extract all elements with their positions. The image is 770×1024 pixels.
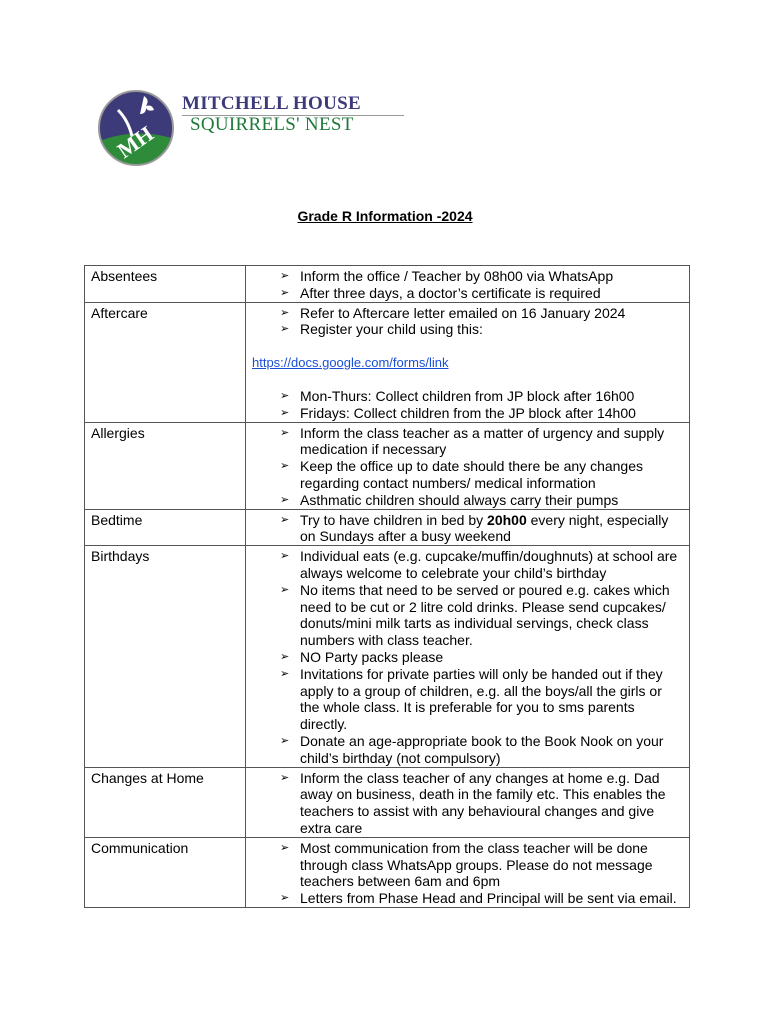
item-text: Mon-Thurs: Collect children from JP block after 16h00 (300, 387, 635, 404)
item-text: Donate an age-appropriate book to the Book Nook on your child’s birthday (not compulsory) (300, 732, 664, 766)
list-item (252, 840, 683, 890)
details-cell (246, 509, 690, 546)
bullet-list (252, 305, 683, 339)
arrow-bullet-icon: ➢ (280, 286, 290, 299)
category-label: Allergies (91, 424, 145, 441)
arrow-bullet-icon: ➢ (280, 406, 290, 419)
category-label: Bedtime (91, 511, 143, 528)
arrow-bullet-icon: ➢ (280, 771, 290, 784)
category-label: Communication (91, 839, 189, 856)
list-item (252, 321, 683, 338)
item-text: Inform the class teacher as a matter of urgency and supply medication if necessary (300, 424, 665, 458)
logo-monogram: MH (112, 120, 158, 164)
list-item (252, 388, 683, 405)
table-row (85, 422, 690, 509)
bold-text: 20h00 (487, 511, 527, 528)
category-cell (85, 422, 246, 509)
list-item (252, 458, 683, 492)
item-text: Try to have children in bed by (300, 511, 488, 528)
list-item (252, 268, 683, 285)
list-item (252, 582, 683, 649)
arrow-bullet-icon: ➢ (280, 460, 290, 473)
list-item (252, 649, 683, 666)
arrow-bullet-icon: ➢ (280, 841, 290, 854)
arrow-bullet-icon: ➢ (280, 667, 290, 680)
item-text: After three days, a doctor’s certificate is required (300, 284, 601, 301)
category-cell (85, 266, 246, 303)
category-label: Aftercare (91, 304, 148, 321)
arrow-bullet-icon: ➢ (280, 734, 290, 747)
bullet-list (252, 512, 683, 546)
list-item (252, 305, 683, 322)
logo-org-name: MITCHELL HOUSE (182, 93, 361, 114)
details-cell (246, 767, 690, 837)
details-cell (246, 266, 690, 303)
details-cell (246, 422, 690, 509)
school-crest-icon (92, 88, 182, 168)
arrow-bullet-icon: ➢ (280, 270, 290, 282)
list-item (252, 492, 683, 509)
item-text: Register your child using this: (300, 321, 483, 338)
list-item (252, 890, 683, 907)
table-row (85, 302, 690, 422)
category-label: Absentees (91, 268, 158, 284)
list-item (252, 548, 683, 582)
bullet-list (252, 548, 683, 766)
item-text: Individual eats (e.g. cupcake/muffin/doughnuts) at school are always welcome to celebrate your child’s birthday (300, 548, 678, 581)
arrow-bullet-icon: ➢ (280, 583, 290, 596)
school-logo (92, 88, 412, 168)
arrow-bullet-icon: ➢ (280, 426, 290, 439)
info-table (84, 265, 690, 908)
arrow-bullet-icon: ➢ (280, 389, 290, 402)
item-text: every night, especially on Sundays after a busy weekend (300, 511, 669, 545)
list-item (252, 770, 683, 837)
table-row (85, 837, 690, 907)
bullet-list (252, 840, 683, 907)
bullet-list (252, 425, 683, 509)
arrow-bullet-icon: ➢ (280, 306, 290, 319)
list-item (252, 405, 683, 422)
arrow-bullet-icon: ➢ (280, 513, 290, 526)
document-title: Grade R Information -2024 (297, 208, 473, 224)
item-text: Refer to Aftercare letter emailed on 16 January 2024 (300, 304, 626, 321)
category-label: Changes at Home (91, 769, 204, 786)
table-row (85, 546, 690, 767)
bullet-list (252, 770, 683, 837)
item-text: Letters from Phase Head and Principal will be sent via email. (300, 890, 677, 907)
category-cell (85, 767, 246, 837)
category-label: Birthdays (91, 548, 150, 565)
arrow-bullet-icon: ➢ (280, 650, 290, 663)
logo-sub-name: SQUIRRELS' NEST (190, 114, 354, 135)
arrow-bullet-icon: ➢ (280, 493, 290, 506)
arrow-bullet-icon: ➢ (280, 323, 290, 336)
bullet-list (252, 268, 683, 302)
details-cell (246, 302, 690, 422)
list-item (252, 666, 683, 733)
item-text: Keep the office up to date should there be any changes regarding contact numbers/ medical information (300, 458, 643, 491)
item-text: Inform the office / Teacher by 08h00 via WhatsApp (300, 268, 614, 284)
details-cell (246, 546, 690, 767)
category-cell (85, 837, 246, 907)
list-item (252, 425, 683, 459)
list-item (252, 733, 683, 767)
table-row (85, 767, 690, 837)
item-text: Most communication from the class teacher will be done through class WhatsApp groups. Please do not message teachers between 6am and 6pm (300, 839, 653, 890)
item-text: No items that need to be served or poured e.g. cakes which need to be cut or 2 litre cold drinks. Please send cupcakes/ donuts/mini milk tarts as individual servings, check class numbers with class teacher. (300, 581, 670, 649)
list-item (252, 512, 683, 546)
item-text: Inform the class teacher of any changes at home e.g. Dad away on business, death in the family etc. This enables the teachers to assist with any behavioural changes and give extra care (300, 769, 666, 836)
category-cell (85, 509, 246, 546)
link-row (252, 338, 683, 388)
item-text: Invitations for private parties will only be handed out if they apply to a group of children, e.g. all the boys/all the girls or the whole class. It is preferable for you to sms parents directly. (300, 665, 663, 733)
item-text: NO Party packs please (300, 648, 444, 665)
bullet-list (252, 388, 683, 422)
registration-form-link[interactable]: https://docs.google.com/forms/link (252, 355, 449, 371)
category-cell (85, 546, 246, 767)
list-item (252, 285, 683, 302)
arrow-bullet-icon: ➢ (280, 892, 290, 905)
table-row (85, 266, 690, 303)
arrow-bullet-icon: ➢ (280, 550, 290, 563)
item-text: Fridays: Collect children from the JP block after 14h00 (300, 404, 636, 421)
item-text: Asthmatic children should always carry their pumps (300, 491, 619, 508)
category-cell (85, 302, 246, 422)
details-cell (246, 837, 690, 907)
table-row (85, 509, 690, 546)
